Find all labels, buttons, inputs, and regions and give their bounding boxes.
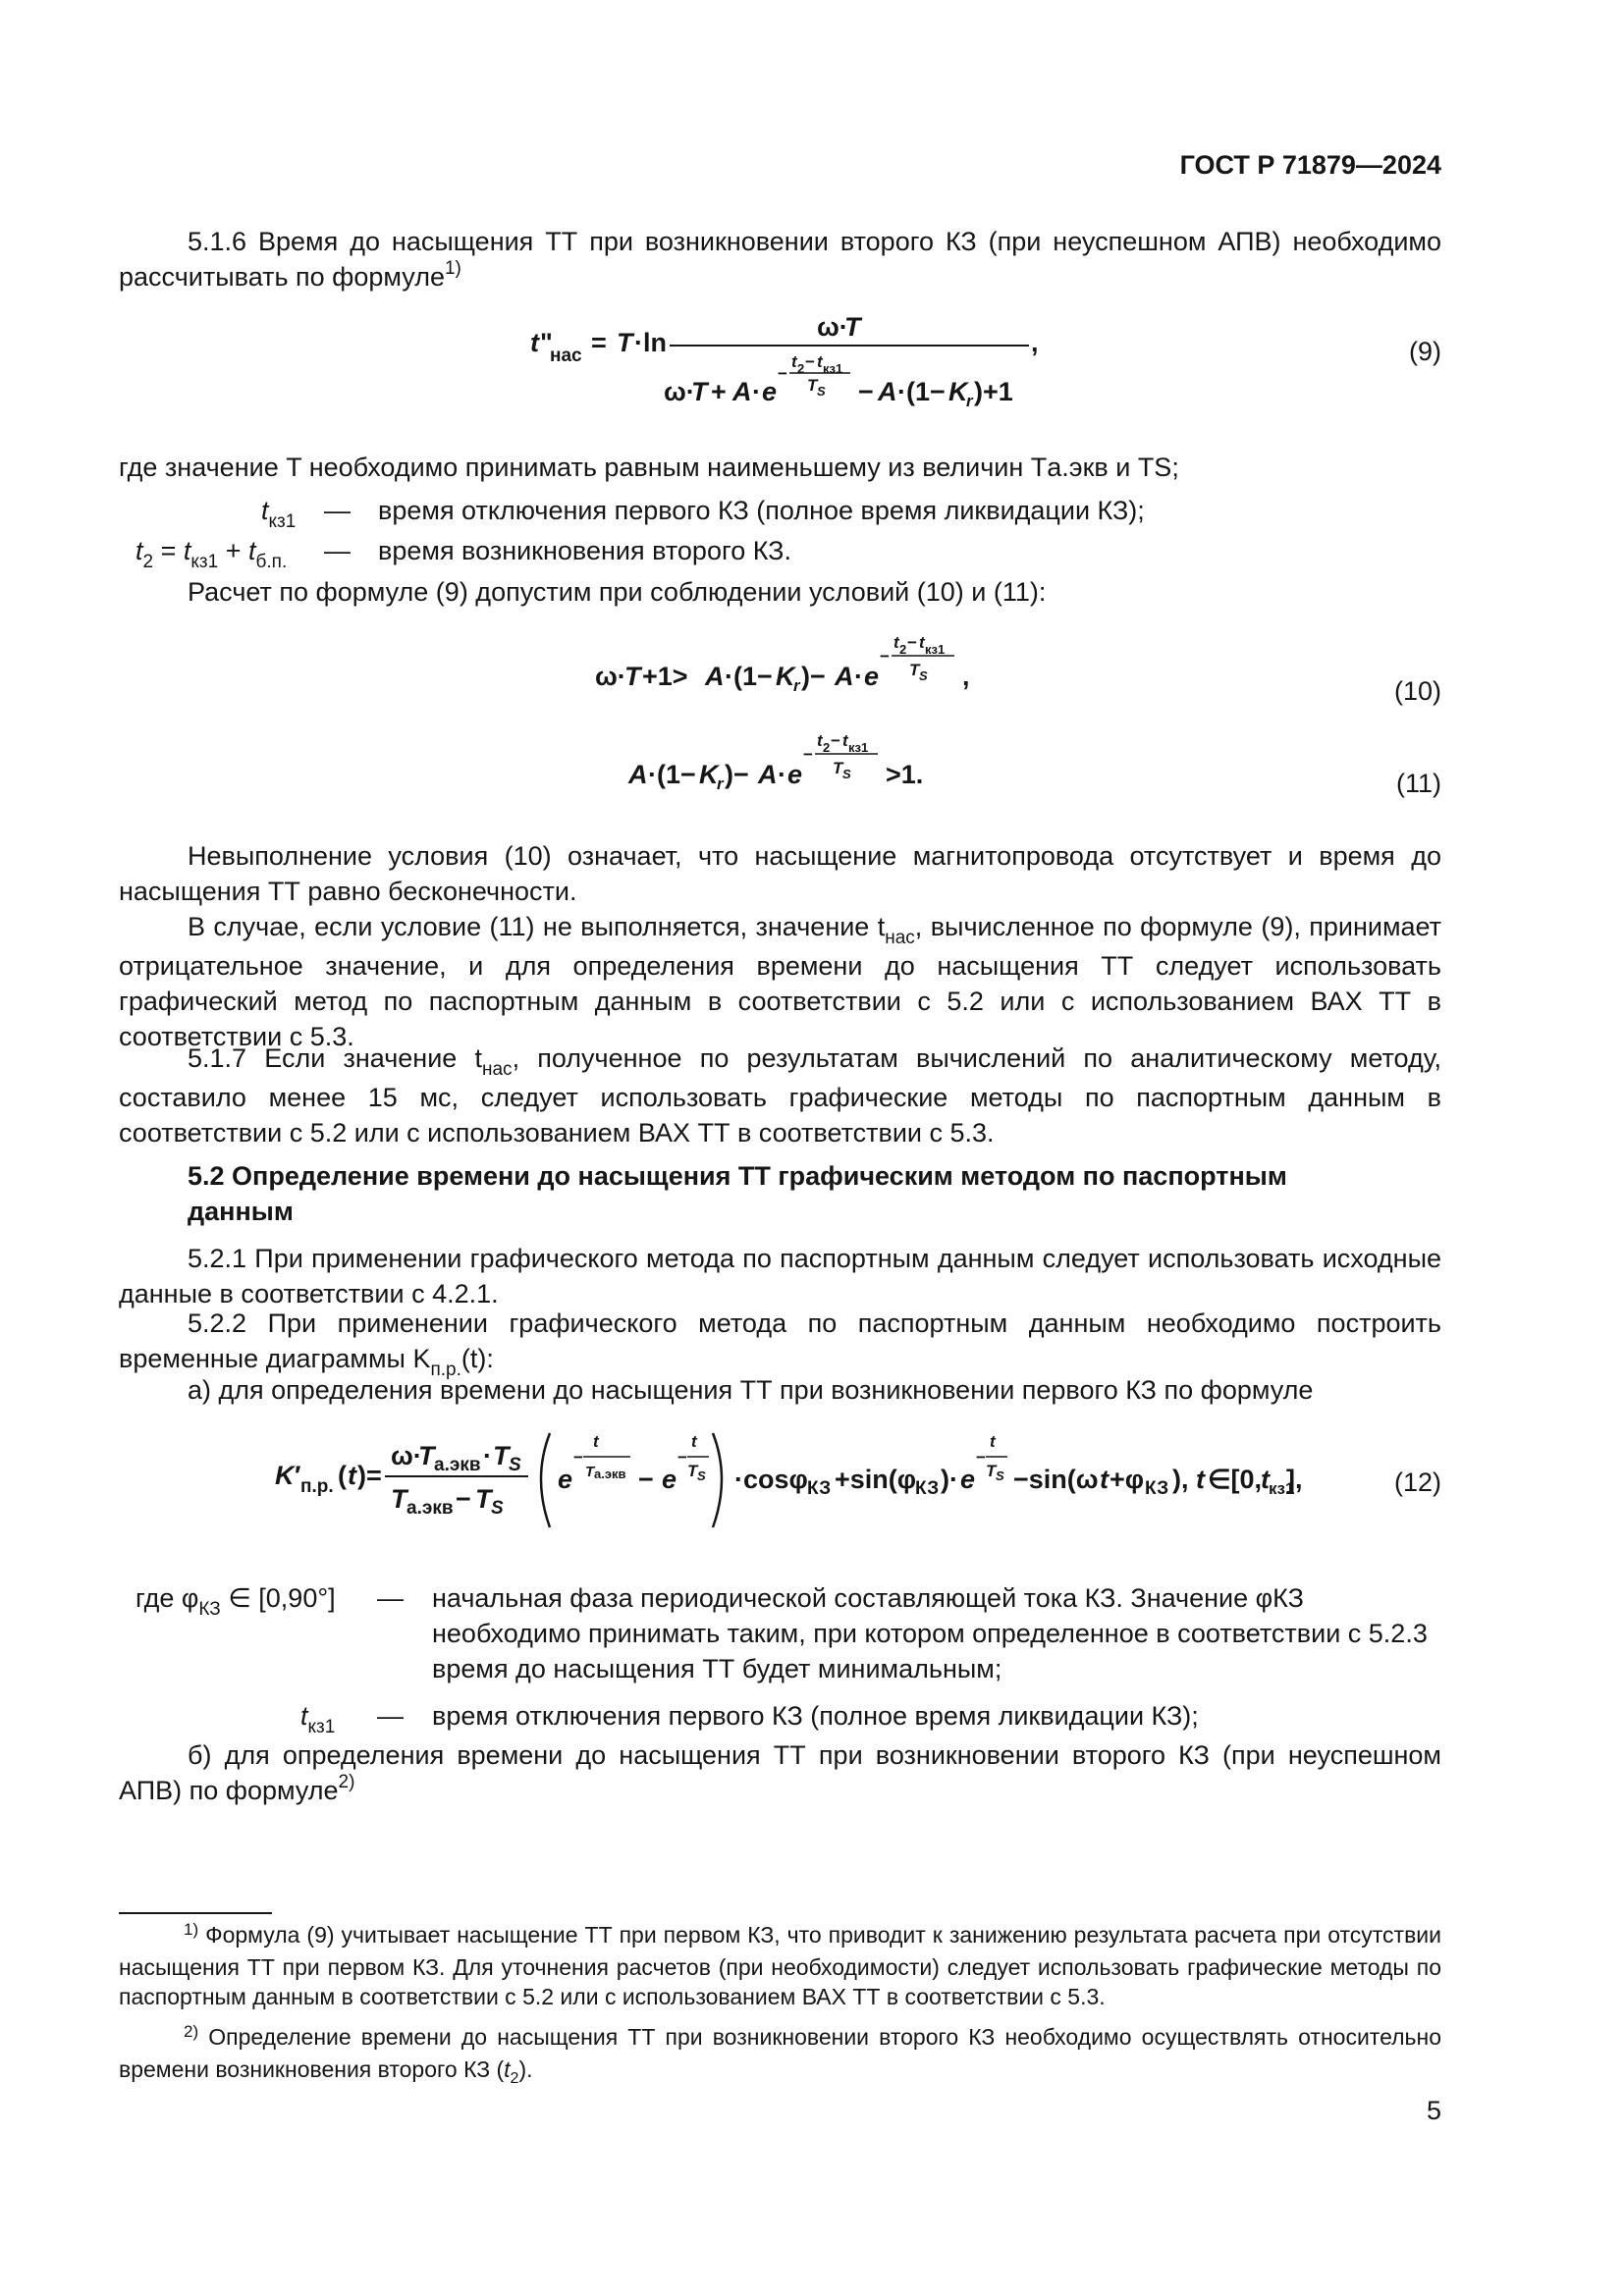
- footnote-2: [119, 2022, 1441, 2088]
- svg-text:ω·: ω·: [595, 662, 626, 691]
- svg-text:e: e: [558, 1465, 573, 1494]
- item-b-text: б) для определения времени до насыщения ТТ при возникновении второго КЗ (при неуспешном АПВ) по формуле: [119, 1740, 1441, 1805]
- svg-text:а.экв: а.экв: [434, 1455, 481, 1475]
- svg-text:кз1: кз1: [823, 361, 843, 376]
- svg-text:t: t: [842, 731, 848, 750]
- svg-text:п.р.: п.р.: [300, 1476, 334, 1497]
- footnote-1: [119, 1920, 1441, 2011]
- svg-text:A: A: [732, 377, 752, 406]
- text-part: В случае, если условие (11) не выполняется, значение t: [188, 912, 886, 941]
- svg-text:−: −: [805, 352, 815, 371]
- svg-text:T: T: [833, 759, 843, 777]
- svg-text:−: −: [778, 364, 787, 383]
- svg-text:t: t: [1196, 1465, 1205, 1494]
- svg-text:>1.: >1.: [886, 760, 924, 789]
- paragraph-calc-condition: Расчет по формуле (9) допустим при соблюдении условий (10) и (11):: [188, 577, 1047, 607]
- footnote-text: Определение времени до насыщения ТТ при возникновении второго КЗ необходимо осуществлять относительно времени возникновения второго КЗ (: [119, 2024, 1442, 2082]
- svg-text:T: T: [844, 312, 861, 342]
- svg-text:t: t: [990, 1432, 996, 1451]
- svg-text:T: T: [807, 376, 818, 395]
- svg-text:A: A: [705, 662, 725, 691]
- def-text-tkz1: время отключения первого КЗ (полное время ликвидации КЗ);: [378, 496, 1145, 525]
- svg-text:K: K: [948, 377, 968, 406]
- def-symbol-tkz1: $t_{кз1}$: [261, 496, 297, 532]
- heading-line: 5.2 Определение времени до насыщения ТТ графическим методом по паспортным: [188, 1161, 1287, 1191]
- svg-text:−: −: [907, 633, 917, 652]
- svg-text:−: −: [573, 1448, 583, 1467]
- svg-text:r: r: [717, 774, 724, 793]
- def-text-t2: время возникновения второго КЗ.: [378, 536, 791, 565]
- section-heading-5-2: [188, 1158, 1287, 1229]
- svg-text:ω·: ω·: [391, 1441, 422, 1470]
- subscript: нас: [482, 1059, 513, 1080]
- svg-text:T: T: [418, 1441, 435, 1470]
- svg-text:e: e: [864, 662, 880, 691]
- item-a: а) для определения времени до насыщения ТТ при возникновении первого КЗ по формуле: [188, 1375, 1314, 1405]
- footnote-mark: 1): [184, 1920, 199, 1939]
- svg-text:′: ′: [295, 1461, 301, 1490]
- svg-text:)−: )−: [725, 760, 749, 789]
- svg-text:·(1−: ·(1−: [648, 760, 696, 789]
- svg-text:КЗ: КЗ: [1145, 1478, 1169, 1499]
- svg-text:,: ,: [1031, 328, 1039, 357]
- svg-text:T: T: [986, 1462, 997, 1480]
- svg-text:·(1−: ·(1−: [897, 377, 946, 406]
- svg-text:t: t: [1261, 1465, 1270, 1494]
- svg-text:S: S: [996, 1468, 1004, 1483]
- svg-text:)·: )·: [941, 1465, 958, 1494]
- svg-text:T: T: [691, 377, 708, 406]
- svg-text:S: S: [919, 668, 928, 683]
- svg-text:t: t: [817, 352, 823, 371]
- svg-text:·cosφ: ·cosφ: [734, 1465, 808, 1494]
- paragraph-5-1-6: [119, 224, 1441, 298]
- svg-text:T: T: [909, 661, 920, 679]
- svg-text:T: T: [687, 1462, 698, 1480]
- svg-text:2: 2: [899, 642, 907, 657]
- svg-text:t: t: [817, 731, 823, 750]
- svg-text:−: −: [976, 1448, 986, 1467]
- paragraph-fail-10: Невыполнение условия (10) означает, что насыщение магнитопровода отсутствует и время до насыщения ТТ равно бесконечности.: [119, 841, 1441, 906]
- def-dash: —: [377, 1701, 404, 1731]
- def-symbol-phi: где $\varphi_{КЗ}$ ∈ [0,90°]: [135, 1583, 336, 1620]
- def-symbol-t2: $t_2 = t_{кз1} + t_{б.п.}$: [135, 536, 288, 572]
- def-symbol-tkz1: $t_{кз1}$: [300, 1701, 336, 1737]
- footnote-separator: [119, 1912, 272, 1914]
- svg-text:A: A: [878, 377, 897, 406]
- svg-text:·: ·: [483, 1441, 492, 1470]
- svg-text:S: S: [509, 1455, 521, 1475]
- svg-text:T: T: [624, 662, 641, 691]
- svg-text:)−: )−: [801, 662, 826, 691]
- svg-text:T: T: [585, 1464, 595, 1480]
- footnote-t: t: [504, 2056, 511, 2082]
- svg-text:K: K: [699, 760, 719, 789]
- footnote-mark: 2): [184, 2022, 199, 2041]
- paragraph-5-2-2: [119, 1306, 1441, 1380]
- svg-text:·: ·: [854, 662, 863, 691]
- def-dash: —: [324, 536, 351, 565]
- def-text-tkz1: время отключения первого КЗ (полное время ликвидации КЗ);: [432, 1701, 1199, 1731]
- svg-text:t: t: [530, 328, 539, 357]
- svg-text:S: S: [697, 1468, 706, 1483]
- def-dash: —: [324, 496, 351, 525]
- doc-code-header: ГОСТ Р 71879—2024: [1179, 150, 1441, 180]
- svg-text:−: −: [880, 647, 890, 666]
- where-T-paragraph: [119, 450, 1441, 485]
- svg-text:S: S: [817, 384, 826, 399]
- equation-12: [265, 1419, 1303, 1547]
- subscript: п.р.: [430, 1360, 461, 1380]
- svg-text:кз1: кз1: [925, 642, 946, 657]
- equation-number-12: (12): [1393, 1468, 1441, 1497]
- svg-text:−: −: [456, 1484, 471, 1514]
- subscript: 2: [510, 2070, 519, 2087]
- svg-text:K: K: [776, 662, 795, 691]
- svg-text:A: A: [835, 662, 854, 691]
- svg-text:нас: нас: [550, 346, 582, 366]
- item-b: [119, 1737, 1441, 1812]
- svg-text:t: t: [593, 1432, 599, 1451]
- svg-text:S: S: [842, 767, 851, 781]
- def-text-phi: начальная фаза периодической составляющей тока КЗ. Значение φКЗ необходимо принимать таким, при котором определенное в соответствии с 5.2.3 время до насыщения ТТ будет минимальным;: [432, 1583, 1428, 1683]
- svg-text:+sin(φ: +sin(φ: [835, 1465, 917, 1494]
- footnote-ref-2: 2): [338, 1772, 355, 1792]
- paragraph-5-2-1: 5.2.1 При применении графического метода по паспортным данным следует использовать исходные данные в соответствии с 4.2.1.: [119, 1244, 1441, 1308]
- svg-text:∈[0,: ∈[0,: [1208, 1465, 1263, 1494]
- svg-text:+1>: +1>: [642, 662, 688, 691]
- equation-number-10: (10): [1393, 676, 1441, 706]
- svg-text:r: r: [793, 676, 800, 695]
- text-part: , вычисленное по формуле (9), принимает отрицательное значение, и для определения времени до насыщения ТТ следует использовать графический метод по паспортным данным в соответствии с 5.2 или с использованием ВАХ ТТ в соответствии с 5.3.: [119, 912, 1442, 1051]
- svg-text:−sin(ω: −sin(ω: [1013, 1465, 1099, 1494]
- subscript: нас: [885, 928, 915, 948]
- svg-text:T: T: [617, 328, 633, 357]
- svg-text:,: ,: [962, 662, 970, 691]
- svg-text:кз1: кз1: [848, 740, 869, 755]
- svg-text:·: ·: [752, 377, 761, 406]
- svg-text:кз1: кз1: [1269, 1479, 1295, 1498]
- svg-text:e: e: [787, 760, 803, 789]
- svg-text:а.экв: а.экв: [406, 1498, 454, 1519]
- text-part: 5.2.2 При применении графического метода по паспортным данным необходимо построить временные диаграммы K: [119, 1308, 1441, 1373]
- page-number: 5: [1426, 2096, 1441, 2125]
- svg-text:2: 2: [823, 740, 831, 755]
- svg-text:K: K: [275, 1461, 295, 1490]
- svg-text:": ": [540, 328, 553, 357]
- equation-number-11: (11): [1395, 769, 1441, 798]
- svg-text:S: S: [491, 1498, 504, 1519]
- svg-text:+φ: +φ: [1110, 1465, 1145, 1494]
- svg-text:T: T: [493, 1441, 510, 1470]
- text-part: 5.1.7 Если значение t: [188, 1043, 482, 1073]
- text-part: , полученное по результатам вычислений по аналитическому методу, составило менее 15 мс, следует использовать графические методы по паспортным данным в соответствии с 5.2 или с использованием ВАХ ТТ в соответствии с 5.3.: [119, 1043, 1441, 1148]
- svg-text:t: t: [691, 1432, 697, 1451]
- svg-text:t: t: [1100, 1465, 1109, 1494]
- svg-text:A: A: [758, 760, 778, 789]
- svg-text:2: 2: [797, 361, 805, 376]
- svg-text:=: =: [591, 328, 607, 357]
- svg-text:A: A: [628, 760, 648, 789]
- footnote-end: ).: [518, 2056, 533, 2082]
- svg-text:)+1: )+1: [974, 377, 1013, 406]
- svg-text:e: e: [762, 377, 778, 406]
- equation-number-9: (9): [1409, 337, 1441, 366]
- svg-text:t: t: [919, 633, 925, 652]
- svg-text:T: T: [475, 1484, 492, 1514]
- svg-text:T: T: [391, 1484, 407, 1514]
- equation-10: [589, 624, 982, 703]
- equation-11: [623, 722, 947, 801]
- svg-text:e: e: [960, 1465, 976, 1494]
- svg-text:t: t: [791, 352, 797, 371]
- svg-text:а.экв: а.экв: [594, 1467, 626, 1481]
- paragraph-5-1-7: [119, 1041, 1441, 1150]
- svg-text:+: +: [711, 377, 727, 406]
- svg-text:·ln: ·ln: [634, 328, 667, 357]
- svg-text:),: ),: [1172, 1465, 1189, 1494]
- svg-text:t: t: [348, 1461, 356, 1490]
- footnote-ref-1: 1): [444, 258, 461, 279]
- svg-text:−: −: [638, 1465, 654, 1494]
- svg-text:·: ·: [778, 760, 786, 789]
- svg-text:−: −: [831, 731, 840, 750]
- svg-text:−: −: [677, 1448, 687, 1467]
- footnote-text: Формула (9) учитывает насыщение ТТ при первом КЗ, что приводит к занижению результата расчета при отсутствии насыщения ТТ при первом КЗ. Для уточнения расчетов (при необходимости) следует использовать графические методы по паспортным данным в соответствии с 5.2 или с использованием ВАХ ТТ в соответствии с 5.3.: [119, 1922, 1441, 2009]
- svg-text:КЗ: КЗ: [807, 1478, 832, 1499]
- svg-text:ω·: ω·: [664, 377, 695, 406]
- paragraph-text: 5.1.6 Время до насыщения ТТ при возникновении второго КЗ (при неуспешном АПВ) необходимо рассчитывать по формуле: [119, 227, 1441, 292]
- svg-text:t: t: [893, 633, 899, 652]
- svg-text:−: −: [858, 377, 874, 406]
- svg-text:(: (: [338, 1461, 347, 1490]
- text-part: (t):: [460, 1344, 494, 1373]
- paragraph-case-11: [119, 909, 1441, 1054]
- equation-9: [511, 312, 1060, 420]
- svg-text:],: ],: [1286, 1465, 1303, 1494]
- svg-text:e: e: [662, 1465, 677, 1494]
- svg-text:)=: )=: [357, 1461, 382, 1490]
- svg-text:ω·: ω·: [817, 312, 848, 342]
- svg-text:КЗ: КЗ: [915, 1478, 940, 1499]
- heading-line: данным: [188, 1197, 294, 1226]
- def-dash: —: [377, 1583, 404, 1613]
- where-T-text: где значение T необходимо принимать равным наименьшему из величин Tа.экв и TS;: [119, 453, 1179, 482]
- svg-text:−: −: [803, 745, 813, 764]
- svg-text:r: r: [966, 392, 973, 410]
- svg-text:·(1−: ·(1−: [725, 662, 773, 691]
